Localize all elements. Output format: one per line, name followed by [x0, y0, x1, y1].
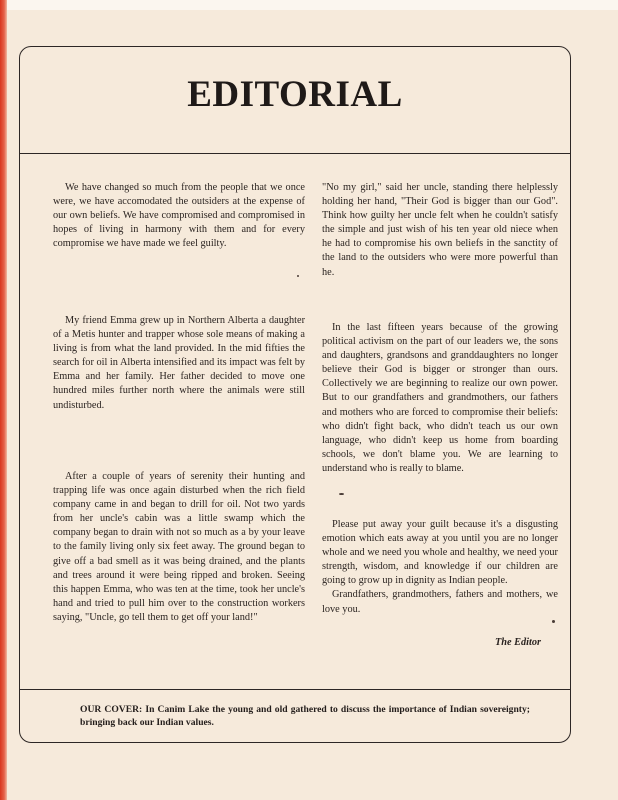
paragraph-text: Please put away your guilt because it's a disgusting emotion which eats away at you until you are no longer whole and we need you whole and healthy, we need your strength, wisdom, and knowledge if our children are going to grow up in dignity as Indian people.	[322, 519, 558, 587]
ink-speck	[297, 275, 299, 277]
cover-divider	[20, 689, 570, 690]
editor-signature: The Editor	[495, 637, 542, 648]
paragraph-text: My friend Emma grew up in Northern Alberta a daughter of a Metis hunter and trapper whose sole means of making a living is from what the land provided. In the mid fifties the search for oil in Alberta intensified and its impact was felt by Emma and her family. Her father decided to move one hundred miles further north where the animals were still undisturbed.	[53, 315, 305, 411]
left-paragraph-2	[53, 314, 305, 413]
binding-edge	[0, 0, 7, 800]
paragraph-text: Grandfathers, grandmothers, fathers and mothers, we love you.	[322, 589, 558, 615]
right-paragraph-1	[322, 181, 558, 280]
page-title: EDITORIAL	[187, 74, 403, 115]
right-paragraph-2	[322, 321, 558, 476]
paragraph-text: In the last fifteen years because of the growing political activism on the part of our leaders we, the sons and daughters, grandsons and granddaughters no longer believe their God is bigger or stronger than ours. Collectively we are beginning to realize our own power. But to our grandfathers and grandmothers, our fathers and mothers who are forced to compromise their beliefs: who didn't fight back, who didn't teach us our own language, who didn't keep us home from boarding schools, we don't blame you. We are learning to understand who is really to blame.	[322, 322, 558, 474]
ink-speck	[339, 493, 344, 495]
left-paragraph-3	[53, 470, 305, 625]
paragraph-text: After a couple of years of serenity their hunting and trapping life was once again disturbed when the rich field company came in and began to drill for oil. Not two yards from her uncle's cabin was a little swamp which the company began to drain with not so much as a by your leave to the family living only six feet away. The ground began to give off a bad smell as it was being drained, and the plants and trees around it were being ripped and broken. Seeing this happen Emma, who was ten at the time, took her uncle's hand and tried to pull him over to the construction workers saying, "Uncle, go tell them to get off your land!"	[53, 471, 305, 623]
title-divider	[20, 153, 570, 154]
left-paragraph-1	[53, 181, 305, 251]
scan-margin	[7, 0, 618, 10]
paragraph-text: We have changed so much from the people that we once were, we have accomodated the outsiders at the expense of our own beliefs. We have compromised and compromised in hopes of living in harmony with them and for every compromise we have made we feel guilty.	[53, 182, 305, 250]
right-paragraph-3	[322, 518, 558, 617]
cover-caption: OUR COVER: In Canim Lake the young and old gathered to discuss the importance of Indian sovereignty; bringing back our Indian values.	[80, 704, 530, 728]
paragraph-text: "No my girl," said her uncle, standing there helplessly holding her hand, "Their God is bigger than our God". Think how guilty her uncle felt when he couldn't satisfy the simple and just wish of his ten year old niece when he had to compromise his own beliefs in the sanctity of the land to the outsiders who were more powerful than he.	[322, 182, 558, 278]
ink-speck	[552, 620, 555, 623]
